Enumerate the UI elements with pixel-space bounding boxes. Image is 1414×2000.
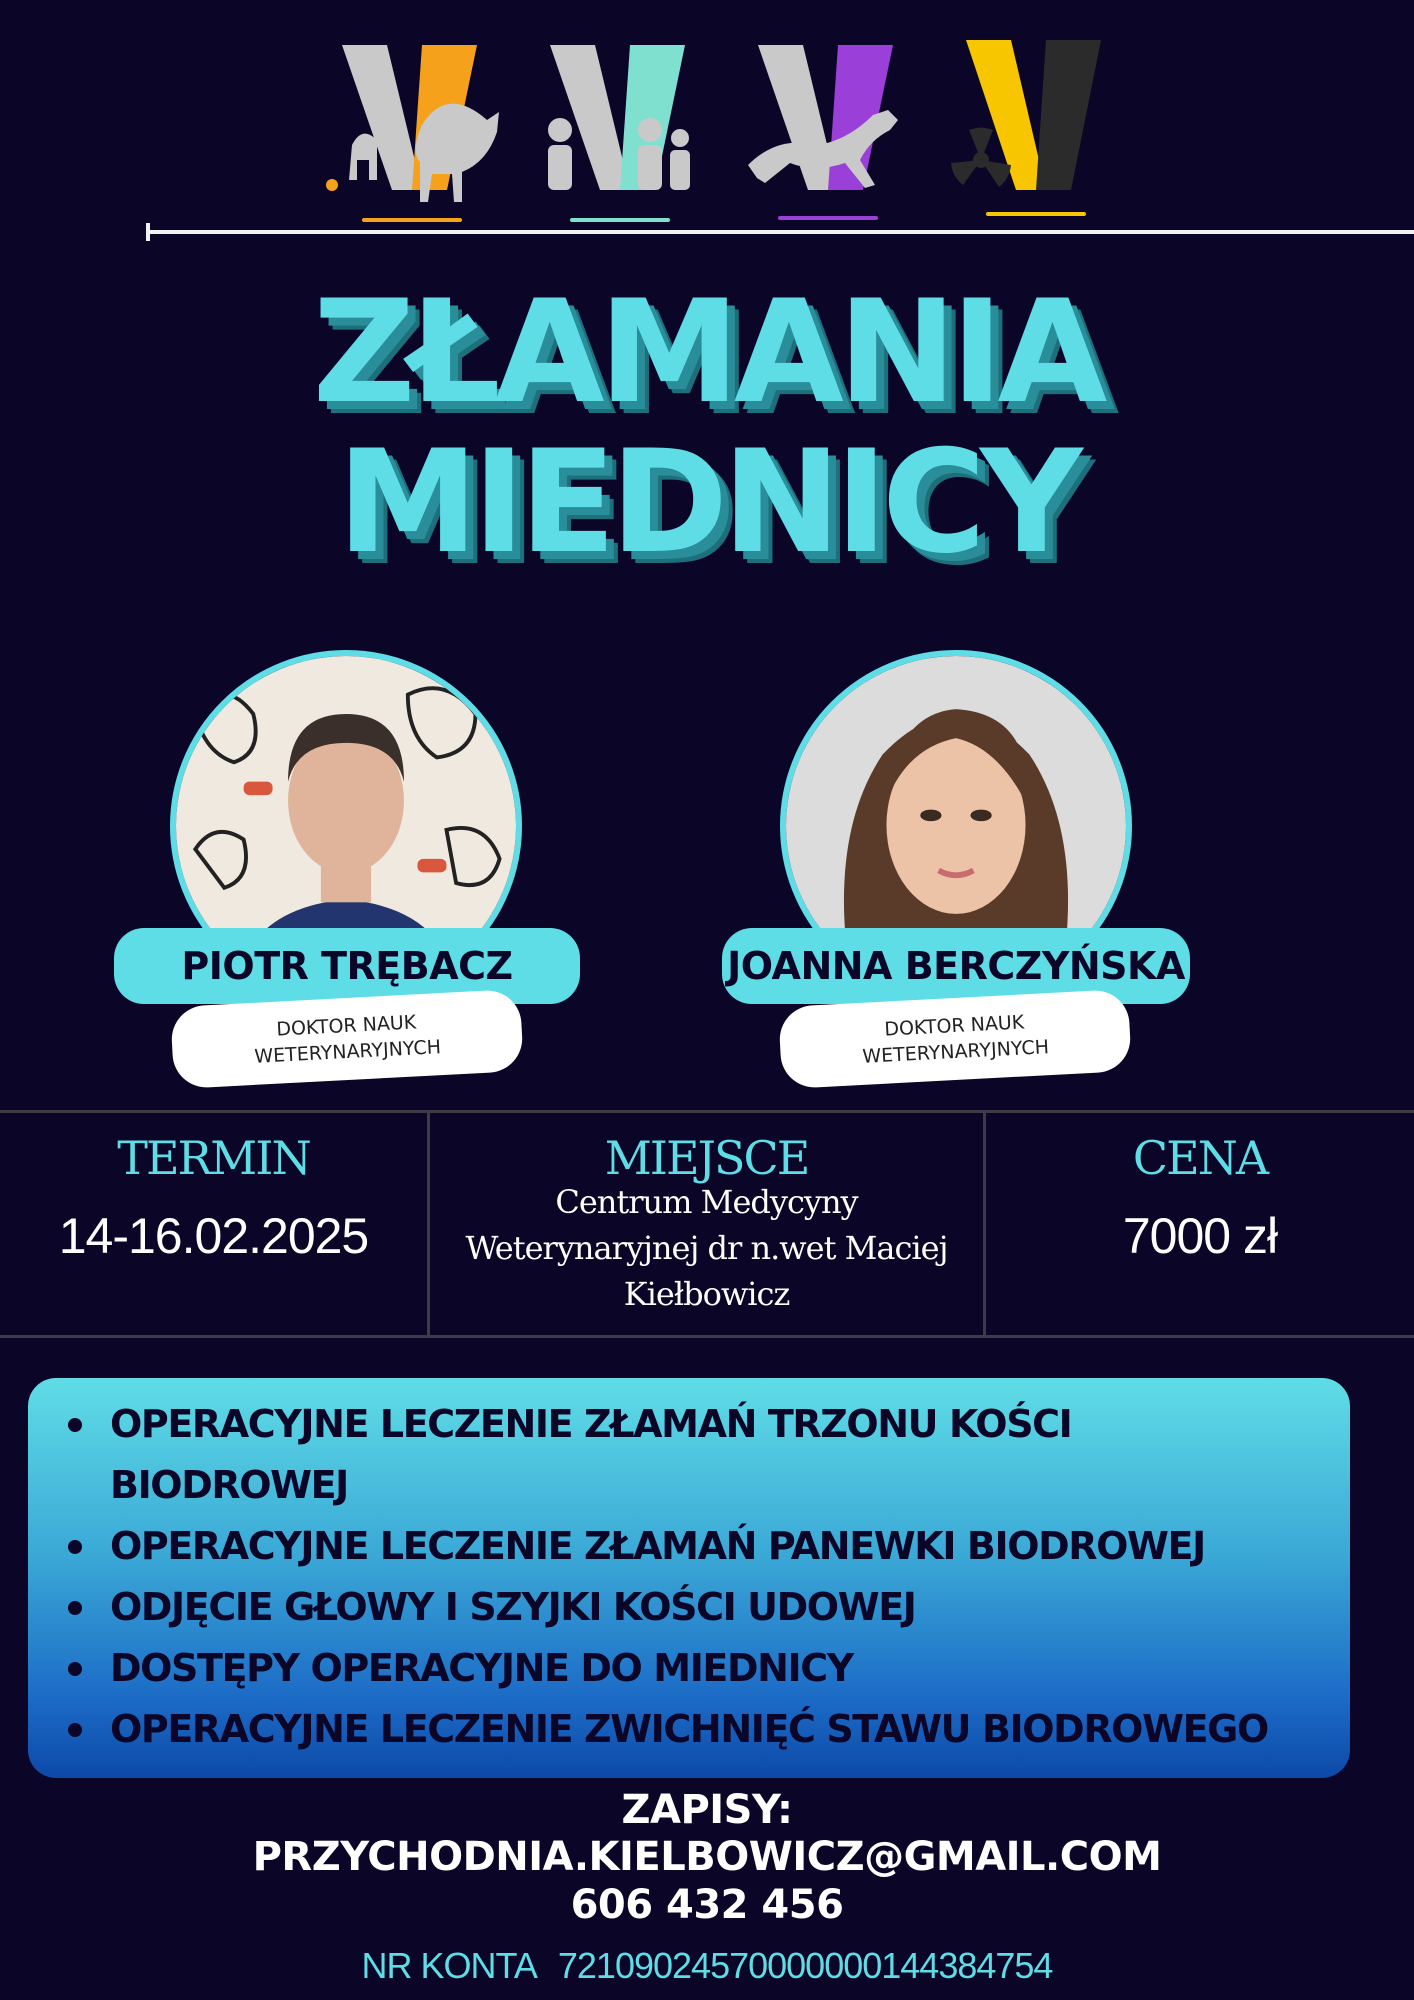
miejsce-line-3: Kiełbowicz [623, 1275, 790, 1313]
speaker-name-piotr: PIOTR TRĘBACZ [114, 928, 580, 1004]
speaker-title-line-1: DOKTOR NAUK [883, 1011, 1025, 1041]
bank-account-number: 72109024570000000144384754 [557, 1945, 1053, 1986]
signup-label: ZAPISY: [621, 1787, 793, 1833]
speaker-name-joanna: JOANNA BERCZYŃSKA [722, 928, 1190, 1004]
event-info-table [0, 1110, 1414, 1338]
cena-value: 7000 zł [1122, 1208, 1278, 1264]
speaker-title-line-2: WETERYNARYJNYCH [253, 1036, 442, 1068]
termin-cell [0, 1113, 430, 1335]
topic-text: OPERACYJNE LECZENIE ZŁAMAŃ PANEWKI BIODROWEJ [110, 1524, 1205, 1568]
topic-text: ODJĘCIE GŁOWY I SZYJKI KOŚCI UDOWEJ [110, 1585, 916, 1629]
bullet-icon [68, 1662, 82, 1676]
topic-text: DOSTĘPY OPERACYJNE DO MIEDNICY [110, 1646, 853, 1690]
running-dog-logo [728, 30, 928, 230]
signup-phone[interactable]: 606 432 456 [570, 1882, 844, 1928]
topic-text-continued: BIODROWEJ [110, 1463, 348, 1507]
topics-box [28, 1378, 1350, 1778]
topic-item [80, 1699, 1350, 1760]
bullet-icon [68, 1418, 82, 1432]
speaker-title-line-1: DOKTOR NAUK [275, 1011, 417, 1041]
page-title-line-1: ZŁAMANIA [312, 270, 1102, 435]
speaker-title-piotr [170, 989, 524, 1089]
cena-cell [986, 1113, 1414, 1335]
topic-item [80, 1577, 1350, 1638]
topic-item [80, 1394, 1350, 1516]
dog-cat-paw-logo [312, 30, 512, 230]
miejsce-line-2: Weterynaryjnej dr n.wet Maciej [465, 1229, 948, 1267]
speaker-title-joanna [778, 989, 1132, 1089]
bullet-icon [68, 1723, 82, 1737]
page-title-line-2: MIEDNICY [337, 420, 1077, 585]
header-divider-cap [146, 223, 150, 241]
header-divider [148, 230, 1414, 234]
topic-text: OPERACYJNE LECZENIE ZŁAMAŃ TRZONU KOŚCI [110, 1402, 1072, 1446]
miejsce-cell [430, 1113, 986, 1335]
bank-account-label: NR KONTA [361, 1945, 537, 1986]
logo-row [0, 30, 1414, 230]
cena-label: CENA [1132, 1131, 1268, 1185]
family-logo [520, 30, 720, 230]
termin-value: 14-16.02.2025 [58, 1208, 369, 1264]
topic-text: OPERACYJNE LECZENIE ZWICHNIĘĆ STAWU BIODROWEGO [110, 1707, 1268, 1751]
speaker-title-line-2: WETERYNARYJNYCH [861, 1036, 1050, 1068]
radiation-logo [936, 30, 1136, 230]
topics-list [80, 1394, 1350, 1760]
bank-account [0, 1945, 1414, 1987]
signup-email[interactable]: PRZYCHODNIA.KIELBOWICZ@GMAIL.COM [252, 1834, 1162, 1880]
termin-label: TERMIN [117, 1131, 310, 1185]
topic-item [80, 1638, 1350, 1699]
bullet-icon [68, 1540, 82, 1554]
miejsce-value [430, 1179, 983, 1317]
miejsce-line-1: Centrum Medycyny [555, 1183, 858, 1221]
miejsce-label: MIEJSCE [604, 1131, 809, 1185]
bullet-icon [68, 1601, 82, 1615]
topic-item [80, 1516, 1350, 1577]
